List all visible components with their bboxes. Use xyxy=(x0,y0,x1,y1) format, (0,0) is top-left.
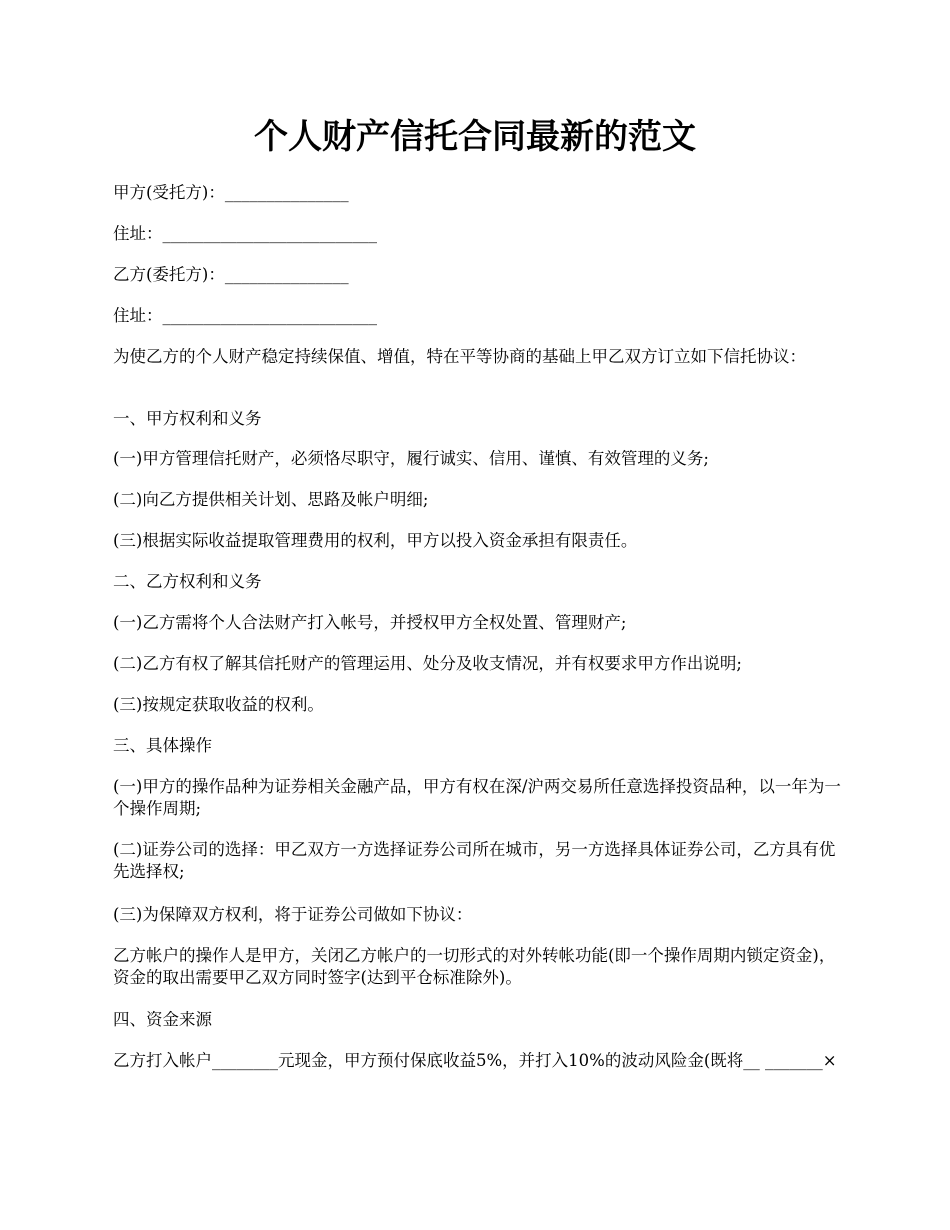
party-a-address-line: 住址：__________________________ xyxy=(113,224,377,243)
section-heading-2: 二、乙方权利和义务 xyxy=(113,572,262,591)
clause-1-1: (一)甲方管理信托财产，必须恪尽职守，履行诚实、信用、谨慎、有效管理的义务; xyxy=(113,449,709,468)
clause-3-detail: 乙方帐户的操作人是甲方，关闭乙方帐户的一切形式的对外转帐功能(即一个操作周期内锁定资金)，资金的取出需要甲乙双方同时签字(达到平仓标准除外)。 xyxy=(113,946,836,987)
preamble-paragraph: 为使乙方的个人财产稳定持续保值、增值，特在平等协商的基础上甲乙双方订立如下信托协议： xyxy=(113,347,806,366)
clause-2-2: (二)乙方有权了解其信托财产的管理运用、处分及收支情况，并有权要求甲方作出说明; xyxy=(113,654,742,673)
clause-3-1: (一)甲方的操作品种为证券相关金融产品，甲方有权在深/沪两交易所任意选择投资品种，以一年为一个操作周期; xyxy=(113,777,841,818)
clause-1-3: (三)根据实际收益提取管理费用的权利，甲方以投入资金承担有限责任。 xyxy=(113,531,638,550)
document-title: 个人财产信托合同最新的范文 xyxy=(254,117,696,157)
clause-1-2: (二)向乙方提供相关计划、思路及帐户明细; xyxy=(113,490,429,509)
party-b-line: 乙方(委托方)：_______________ xyxy=(113,265,349,284)
party-b-address-line: 住址：__________________________ xyxy=(113,306,377,325)
party-a-line: 甲方(受托方)：_______________ xyxy=(113,183,349,202)
clause-2-3: (三)按规定获取收益的权利。 xyxy=(113,695,324,714)
clause-4-funds: 乙方打入帐户________元现金，甲方预付保底收益5%，并打入10%的波动风险金(既将__ _______× xyxy=(113,1051,837,1070)
section-heading-3: 三、具体操作 xyxy=(113,736,212,755)
clause-3-3: (三)为保障双方权利，将于证券公司做如下协议： xyxy=(113,905,473,924)
clause-3-2: (二)证券公司的选择：甲乙双方一方选择证券公司所在城市，另一方选择具体证券公司，乙方具有优先选择权; xyxy=(113,840,836,881)
section-heading-1: 一、甲方权利和义务 xyxy=(113,409,262,428)
section-heading-4: 四、资金来源 xyxy=(113,1010,212,1029)
clause-2-1: (一)乙方需将个人合法财产打入帐号，并授权甲方全权处置、管理财产; xyxy=(113,613,627,632)
